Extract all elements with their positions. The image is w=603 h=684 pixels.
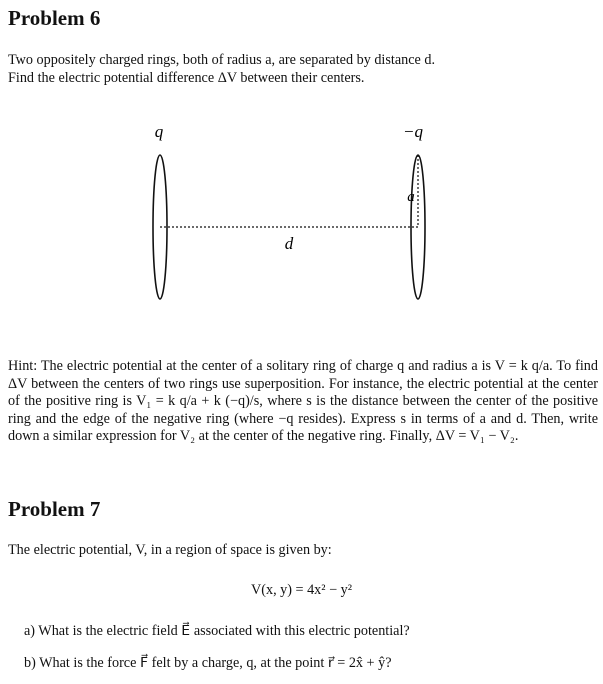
problem-6-intro-line2: Find the electric potential difference ΔV between their centers. <box>8 69 365 86</box>
right-charge-label: −q <box>403 122 423 141</box>
problem-6-statement <box>8 52 598 87</box>
problem-6-hint: Hint: The electric potential at the center of a solitary ring of charge q and radius a is V = k q/a. To find ΔV between the centers of two rings use superposition. For instance, the electric potential at the center of the positive ring is V₁ = k q/a + k (−q)/s, where s is the distance between the center of the positive ring and the edge of the negative ring (where −q resides). Express s in terms of a and d. Then, write down a similar expression for V₂ at the center of the negative ring. Finally, ΔV = V₁ − V₂. <box>8 358 598 445</box>
problem-7-intro: The electric potential, V, in a region of space is given by: <box>8 542 332 558</box>
problem-7-part-a: a) What is the electric field E⃗ associated with this electric potential? <box>24 623 410 639</box>
radius-label: a <box>407 189 415 205</box>
problem-6-intro-line1: Two oppositely charged rings, both of radius a, are separated by distance d. <box>8 52 436 68</box>
potential-equation: V(x, y) = 4x² − y² <box>251 582 352 598</box>
problem-7-title: Problem 7 <box>8 497 101 521</box>
two-rings-figure <box>0 115 603 315</box>
problem-7-part-b: b) What is the force F⃗ felt by a charge, q, at the point r⃗ = 2x̂ + ŷ? <box>24 655 392 671</box>
left-charge-label: q <box>154 122 164 141</box>
distance-label: d <box>284 234 294 253</box>
problem-6-title: Problem 6 <box>8 6 101 30</box>
